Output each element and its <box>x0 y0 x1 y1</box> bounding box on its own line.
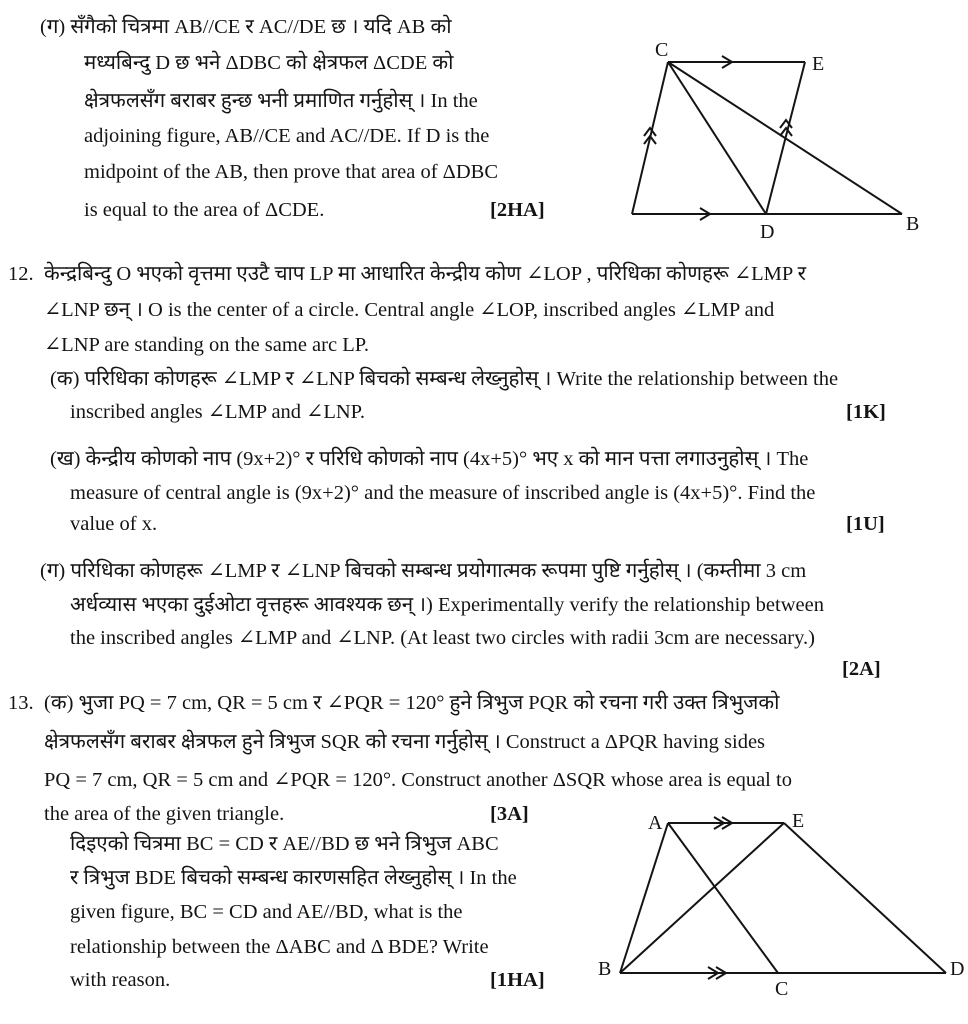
q13a-line-3: PQ = 7 cm, QR = 5 cm and ∠PQR = 120°. Construct another ΔSQR whose area is equal to <box>44 769 792 791</box>
q12a-mark: [1K] <box>846 401 886 423</box>
q13a-line-4: the area of the given triangle. <box>44 803 285 825</box>
q13b-mark: [1HA] <box>490 969 545 991</box>
q11c-line-4: adjoining figure, AB//CE and AC//DE. If D is the <box>84 125 490 147</box>
figure-1-label-d: D <box>760 221 775 243</box>
q12b-line-1: (ख) केन्द्रीय कोणको नाप (9x+2)° र परिधि कोणको नाप (4x+5)° भए x को मान पत्ता लगाउनुहोस् । The <box>50 448 809 470</box>
figure-2-label-d: D <box>950 958 965 980</box>
figure-1-label-b: B <box>906 213 920 235</box>
q12c-line-2: अर्धव्यास भएका दुईओटा वृत्तहरू आवश्यक छन् ।) Experimentally verify the relationship between <box>70 594 824 616</box>
q12a-line-2: inscribed angles ∠LMP and ∠LNP. <box>70 401 365 423</box>
q13b-line-1: दिइएको चित्रमा BC = CD र AE//BD छ भने त्रिभुज ABC <box>70 833 499 855</box>
q12c-line-1: (ग) परिधिका कोणहरू ∠LMP र ∠LNP बिचको सम्बन्ध प्रयोगात्मक रूपमा पुष्टि गर्नुहोस् । (कम्तीमा 3 cm <box>40 560 807 582</box>
q12b-line-2: measure of central angle is (9x+2)° and the measure of inscribed angle is (4x+5)°. Find the <box>70 482 816 504</box>
q13b-line-2: र त्रिभुज BDE बिचको सम्बन्ध कारणसहित लेख्नुहोस् । In the <box>70 867 517 889</box>
q13-number: 13. <box>8 692 34 714</box>
q13b-line-3: given figure, BC = CD and AE//BD, what is the <box>70 901 463 923</box>
q11c-line-6: is equal to the area of ΔCDE. <box>84 199 325 221</box>
figure-1-label-c: C <box>655 39 669 61</box>
q12b-mark: [1U] <box>846 513 885 535</box>
q12c-mark: [2A] <box>842 658 881 680</box>
q13b-line-4: relationship between the ΔABC and Δ BDE? Write <box>70 936 489 958</box>
q12-number: 12. <box>8 263 34 285</box>
figure-2-label-e: E <box>792 810 805 832</box>
figure-2-label-c: C <box>775 978 789 1000</box>
q13a-mark: [3A] <box>490 803 529 825</box>
q12c-line-3: the inscribed angles ∠LMP and ∠LNP. (At least two circles with radii 3cm are necessary.) <box>70 627 815 649</box>
q11c-line-3: क्षेत्रफलसँग बराबर हुन्छ भनी प्रमाणित गर्नुहोस् । In the <box>84 90 478 112</box>
q11c-line-5: midpoint of the AB, then prove that area of ΔDBC <box>84 161 498 183</box>
q11c-mark: [2HA] <box>490 199 545 221</box>
q11c-line-2: मध्यबिन्दु D छ भने ΔDBC को क्षेत्रफल ΔCDE को <box>84 52 454 74</box>
figure-1-label-e: E <box>812 53 825 75</box>
figure-2-label-a: A <box>648 812 663 834</box>
q11c-line-1: (ग) सँगैको चित्रमा AB//CE र AC//DE छ । यदि AB को <box>40 16 452 38</box>
q12-line-2: ∠LNP छन् । O is the center of a circle. Central angle ∠LOP, inscribed angles ∠LMP and <box>44 299 775 321</box>
q13a-line-2: क्षेत्रफलसँग बराबर क्षेत्रफल हुने त्रिभुज SQR को रचना गर्नुहोस् । Construct a ΔPQR having sides <box>44 731 766 753</box>
q12a-line-1: (क) परिधिका कोणहरू ∠LMP र ∠LNP बिचको सम्बन्ध लेख्नुहोस् । Write the relationship between the <box>50 368 839 390</box>
q12-line-3: ∠LNP are standing on the same arc LP. <box>44 334 369 356</box>
q12-line-1: केन्द्रबिन्दु O भएको वृत्तमा एउटै चाप LP मा आधारित केन्द्रीय कोण ∠LOP , परिधिका कोणहरू ∠LMP र <box>44 263 807 285</box>
q13b-line-5: with reason. <box>70 969 171 991</box>
figure-2-label-b: B <box>598 958 612 980</box>
q13a-line-1: (क) भुजा PQ = 7 cm, QR = 5 cm र ∠PQR = 120° हुने त्रिभुज PQR को रचना गरी उक्त त्रिभुजको <box>44 692 780 714</box>
q12b-line-3: value of x. <box>70 513 158 535</box>
